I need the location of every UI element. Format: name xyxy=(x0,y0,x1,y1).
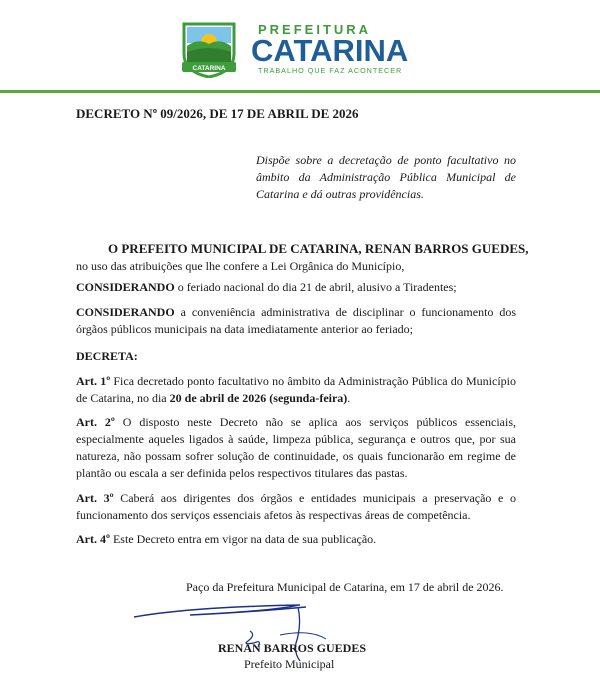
header-divider xyxy=(0,90,600,93)
article-4 xyxy=(76,531,516,548)
preamble-text: no uso das atribuições que lhe confere a Lei Orgânica do Município, xyxy=(76,259,405,273)
article-text: Este Decreto entra em vigor na data de sua publicação. xyxy=(109,532,377,546)
article-2 xyxy=(76,414,516,482)
article-3 xyxy=(76,490,516,524)
article-label: Art. 3º xyxy=(76,491,114,505)
article-end: . xyxy=(347,391,351,405)
article-1 xyxy=(76,373,516,407)
article-text: Caberá aos dirigentes dos órgãos e entidades municipais a preservação e o funcionamento dos serviços essenciais afetos às respectivas áreas de competência. xyxy=(76,491,516,522)
whereas-clause-2 xyxy=(76,304,516,338)
municipal-emblem-logo xyxy=(178,20,240,78)
whereas-clause-1 xyxy=(76,279,516,296)
article-text: O disposto neste Decreto não se aplica aos serviços públicos essenciais, especialmente aqueles ligados à saúde, limpeza pública, segurança e outros que, por sua natureza, não possam sofrer solução de continuidade, os quais funcionarão em regime de plantão ou escala a ser definida pelos respectivos titulares das pastas. xyxy=(76,415,516,480)
decree-summary: Dispõe sobre a decretação de ponto facultativo no âmbito da Administração Pública Municipal de Catarina e dá outras providências. xyxy=(256,153,516,201)
logo-slogan: TRABALHO QUE FAZ ACONTECER xyxy=(258,66,403,75)
article-label: Art. 4º xyxy=(76,532,110,546)
letterhead xyxy=(0,0,600,92)
whereas-text: a conveniência administrativa de disciplinar o funcionamento dos órgãos públicos municipais na data imediatamente anterior ao feriado; xyxy=(76,305,516,336)
preamble-heading: O PREFEITO MUNICIPAL DE CATARINA, RENAN BARROS GUEDES, xyxy=(108,241,529,256)
logo-municipality-name: CATARINA xyxy=(251,33,409,68)
decreta-heading: DECRETA: xyxy=(76,349,138,363)
signatory-name: RENAN BARROS GUEDES xyxy=(218,641,367,655)
article-label: Art. 1º xyxy=(76,374,111,388)
logo-prefeitura-text: PREFEITURA xyxy=(258,22,372,37)
whereas-label: CONSIDERANDO xyxy=(76,280,175,294)
whereas-text: o feriado nacional do dia 21 de abril, alusivo a Tiradentes; xyxy=(174,280,457,294)
article-label: Art. 2º xyxy=(76,415,115,429)
decree-title: DECRETO Nº 09/2026, DE 17 DE ABRIL DE 2026 xyxy=(76,106,359,121)
emblem-label: CATARINA xyxy=(192,65,226,72)
article-date-highlight: 20 de abril de 2026 (segunda-feira) xyxy=(169,391,348,405)
place-and-date: Paço da Prefeitura Municipal de Catarina, em 17 de abril de 2026. xyxy=(186,580,504,594)
signatory-role: Prefeito Municipal xyxy=(244,657,335,671)
whereas-label: CONSIDERANDO xyxy=(76,305,175,319)
article-text: Fica decretado ponto facultativo no âmbito da Administração Pública do Município de Catarina, no dia xyxy=(76,374,516,405)
